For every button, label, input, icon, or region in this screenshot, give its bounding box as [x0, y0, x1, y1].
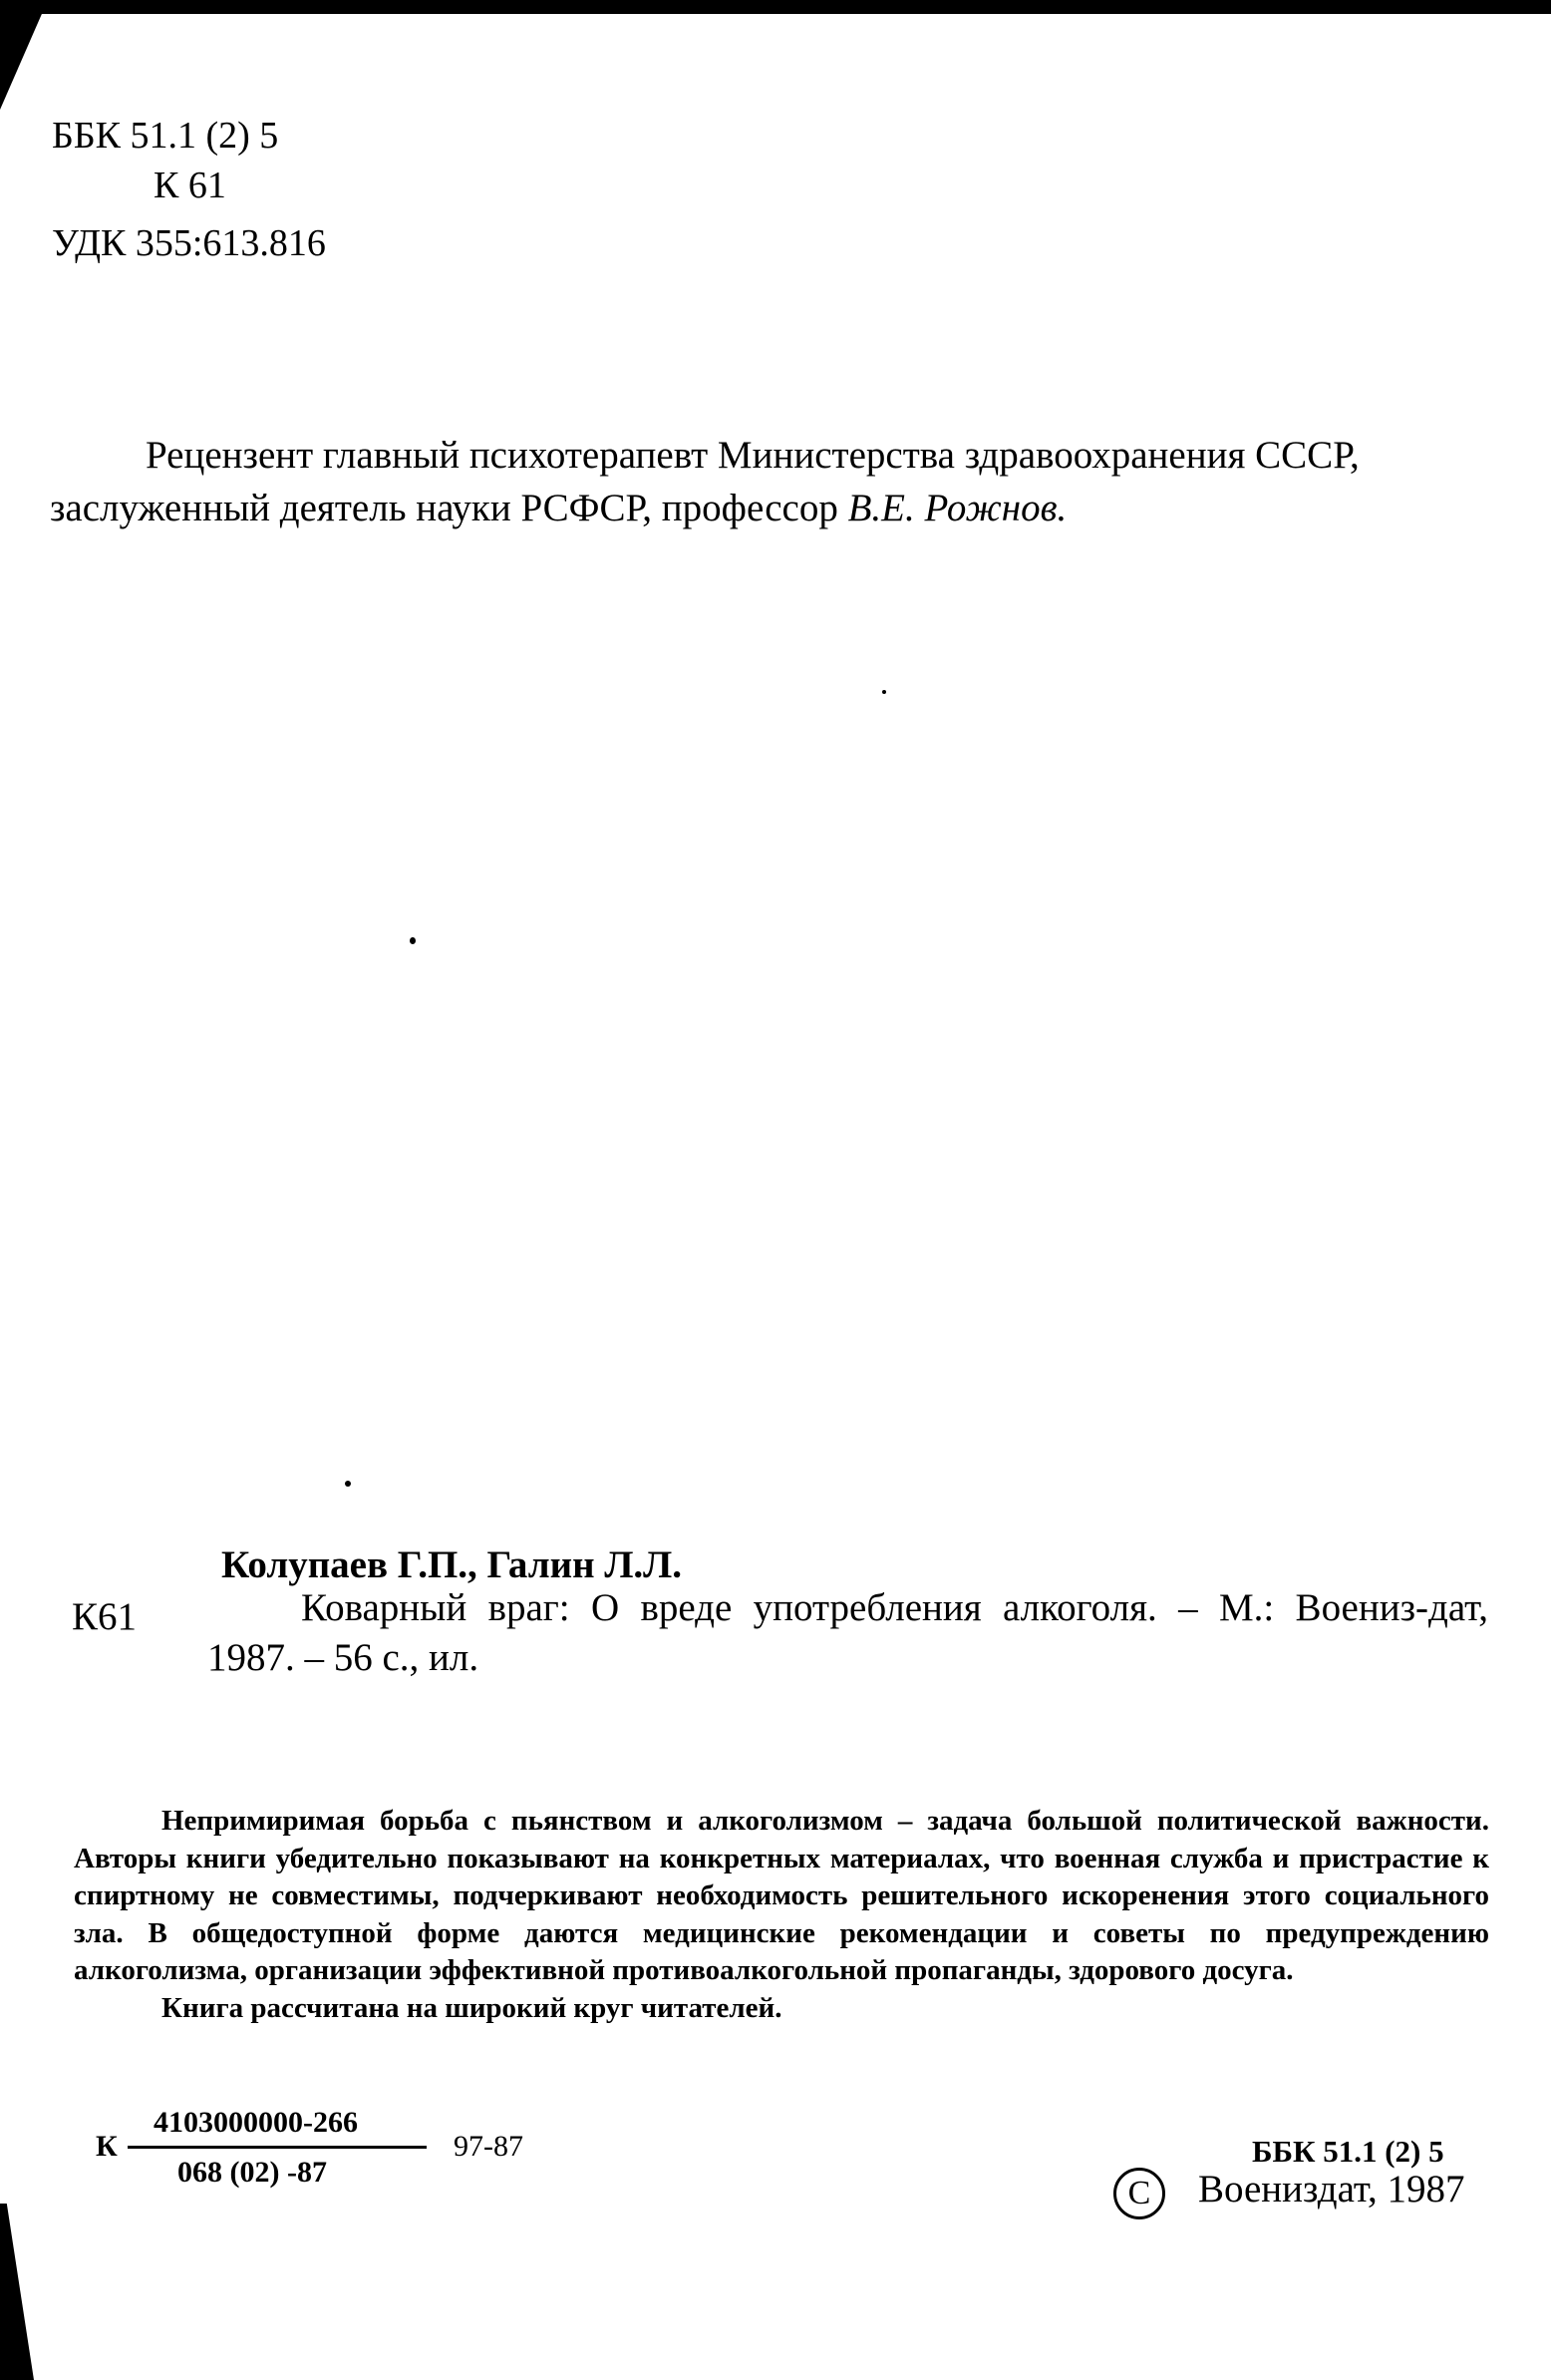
copyright-icon: C — [1113, 2168, 1165, 2219]
fraction-line — [128, 2146, 427, 2149]
bbk-index: ББК 51.1 (2) 5 — [52, 115, 279, 157]
bbk-bottom: ББК 51.1 (2) 5 — [1252, 2134, 1444, 2169]
reviewer-name: В.Е. Рожнов. — [847, 487, 1068, 529]
reviewer-line-2-text: заслуженный деятель науки РСФСР, профессор — [50, 487, 848, 529]
author-mark: К 61 — [154, 165, 226, 206]
code-numerator: 4103000000-266 — [154, 2106, 358, 2139]
authors: Колупаев Г.П., Галин Л.Л. — [221, 1543, 682, 1586]
scan-edge — [0, 2204, 34, 2380]
scan-speck — [882, 690, 886, 694]
scan-corner — [0, 0, 48, 110]
scan-speck — [410, 937, 416, 944]
code-denominator: 068 (02) -87 — [177, 2156, 327, 2189]
annotation-audience: Книга рассчитана на широкий круг читателей. — [161, 1991, 782, 2024]
reviewer-line-1: Рецензент главный психотерапевт Министерства здравоохранения СССР, — [146, 434, 1360, 477]
order-number: 97-87 — [454, 2130, 523, 2163]
reviewer-note — [50, 429, 1485, 534]
catalog-mark: К61 — [72, 1595, 138, 1638]
book-title: Коварный враг: О вреде употребления алкоголя. – М.: Воениз-дат, 1987. – 56 с., ил. — [207, 1586, 1488, 1679]
scan-edge-top — [0, 0, 1551, 14]
copyright-text: Воениздат, 1987 — [1198, 2168, 1465, 2210]
annotation — [74, 1803, 1489, 2027]
reviewer-line-2 — [50, 482, 1485, 534]
code-letter: К — [96, 2130, 118, 2163]
udk-index: УДК 355:613.816 — [52, 222, 326, 264]
annotation-paragraph: Непримиримая борьба с пьянством и алкоголизмом – задача большой политической важности. Авторы книги убедительно показывают на конкретных материалах, что военная служба и пристрастие к спиртному не совместимы, подчеркивают необходимость решительного искоренения этого социального зла. В общедоступной форме даются медицинские рекомендации и советы по предупреждению алкоголизма, организации эффективной противоалкогольной пропаганды, здорового досуга. — [74, 1805, 1489, 1986]
scan-speck — [345, 1481, 351, 1487]
